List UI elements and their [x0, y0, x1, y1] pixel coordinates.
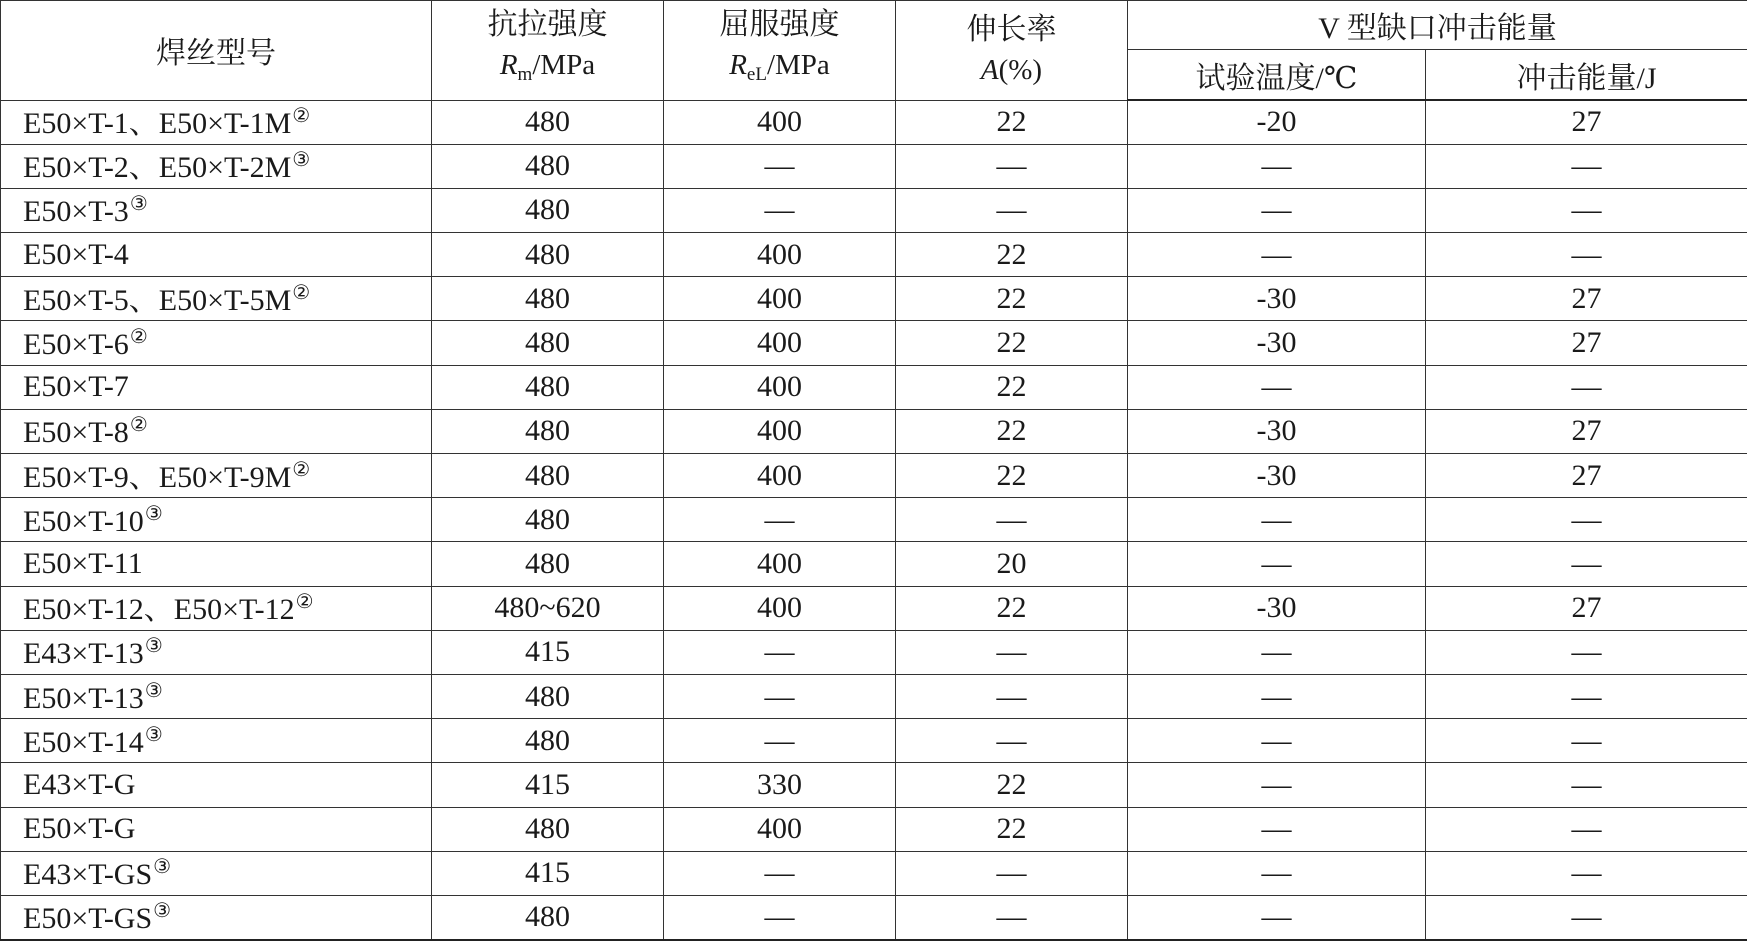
footnote-marker: ③ [153, 854, 172, 879]
table-row [1, 233, 1747, 277]
cell-elongation: — [896, 674, 1128, 718]
cell-tensile-strength: 480 [432, 144, 664, 188]
header-tensile-strength [432, 1, 664, 101]
header-elongation-symbol: A [980, 54, 999, 87]
footnote-marker: ③ [144, 500, 163, 525]
cell-yield-strength: 400 [664, 409, 896, 453]
cell-elongation: 20 [896, 542, 1128, 586]
table-row [1, 321, 1747, 365]
cell-yield-strength: 400 [664, 542, 896, 586]
cell-elongation: 22 [896, 100, 1128, 144]
cell-tensile-strength: 480 [432, 188, 664, 232]
header-elongation-name: 伸长率 [966, 13, 1057, 47]
header-yield-subscript: eL [746, 64, 767, 86]
header-tensile-unit: /MPa [532, 49, 596, 82]
cell-model [1, 763, 432, 807]
cell-model [1, 277, 432, 321]
cell-tensile-strength: 480 [432, 365, 664, 409]
cell-yield-strength: — [664, 674, 896, 718]
cell-impact-energy: — [1426, 851, 1747, 895]
table-row [1, 719, 1747, 763]
model-text: E43×T-G [23, 767, 136, 801]
cell-test-temperature: -30 [1128, 409, 1426, 453]
table-row [1, 144, 1747, 188]
cell-tensile-strength: 480 [432, 895, 664, 939]
cell-elongation: 22 [896, 586, 1128, 630]
cell-elongation: — [896, 188, 1128, 232]
cell-model [1, 851, 432, 895]
cell-yield-strength: 400 [664, 807, 896, 851]
model-text: E50×T-2、E50×T-2M [23, 151, 292, 185]
cell-test-temperature: — [1128, 630, 1426, 674]
cell-impact-energy: — [1426, 763, 1747, 807]
cell-test-temperature: -30 [1128, 277, 1426, 321]
model-text: E50×T-GS [23, 902, 153, 936]
cell-elongation: — [896, 498, 1128, 542]
model-text: E50×T-12、E50×T-12 [23, 593, 295, 627]
table-row [1, 674, 1747, 718]
model-text: E43×T-13 [23, 637, 144, 671]
cell-elongation: — [896, 719, 1128, 763]
cell-yield-strength: 330 [664, 763, 896, 807]
header-tensile-symbol: R [499, 49, 518, 82]
model-text: E50×T-7 [23, 370, 129, 404]
cell-yield-strength: 400 [664, 277, 896, 321]
cell-elongation: 22 [896, 233, 1128, 277]
cell-model [1, 100, 432, 144]
cell-impact-energy: — [1426, 895, 1747, 939]
cell-model [1, 321, 432, 365]
cell-impact-energy: — [1426, 233, 1747, 277]
cell-tensile-strength: 480 [432, 498, 664, 542]
header-impact-group: V 型缺口冲击能量 [1128, 1, 1747, 50]
table-row [1, 895, 1747, 939]
cell-model [1, 365, 432, 409]
footnote-marker: ③ [144, 677, 163, 702]
footnote-marker: ② [295, 589, 314, 614]
header-yield-strength [664, 1, 896, 101]
cell-model [1, 409, 432, 453]
header-tensile-name: 抗拉强度 [487, 8, 608, 42]
header-yield-symbol-line [664, 45, 895, 95]
cell-yield-strength: — [664, 144, 896, 188]
cell-tensile-strength: 480 [432, 674, 664, 718]
cell-test-temperature: — [1128, 144, 1426, 188]
cell-tensile-strength: 480 [432, 409, 664, 453]
table-row [1, 100, 1747, 144]
table-row [1, 277, 1747, 321]
model-text: E50×T-13 [23, 681, 144, 715]
model-text: E50×T-6 [23, 328, 129, 362]
cell-impact-energy: 27 [1426, 321, 1747, 365]
cell-tensile-strength: 480 [432, 100, 664, 144]
cell-elongation: 22 [896, 454, 1128, 498]
cell-impact-energy: — [1426, 542, 1747, 586]
header-row-1 [1, 1, 1747, 50]
cell-impact-energy: — [1426, 144, 1747, 188]
cell-impact-energy: — [1426, 365, 1747, 409]
cell-model [1, 454, 432, 498]
cell-model [1, 719, 432, 763]
footnote-marker: ② [292, 279, 311, 304]
model-text: E50×T-11 [23, 546, 143, 580]
cell-yield-strength: 400 [664, 586, 896, 630]
table-row [1, 630, 1747, 674]
cell-tensile-strength: 480~620 [432, 586, 664, 630]
model-text: E50×T-G [23, 812, 136, 846]
cell-tensile-strength: 480 [432, 454, 664, 498]
cell-test-temperature: — [1128, 851, 1426, 895]
cell-test-temperature: -30 [1128, 454, 1426, 498]
cell-test-temperature: — [1128, 719, 1426, 763]
cell-tensile-strength: 480 [432, 542, 664, 586]
cell-tensile-strength: 480 [432, 277, 664, 321]
cell-test-temperature: — [1128, 542, 1426, 586]
footnote-marker: ② [129, 324, 148, 349]
cell-test-temperature: — [1128, 233, 1426, 277]
cell-elongation: 22 [896, 763, 1128, 807]
cell-tensile-strength: 415 [432, 630, 664, 674]
cell-tensile-strength: 480 [432, 233, 664, 277]
cell-yield-strength: — [664, 630, 896, 674]
cell-yield-strength: 400 [664, 454, 896, 498]
cell-tensile-strength: 480 [432, 807, 664, 851]
cell-elongation: 22 [896, 807, 1128, 851]
footnote-marker: ② [292, 103, 311, 128]
header-yield-symbol: R [729, 49, 747, 82]
model-text: E50×T-14 [23, 725, 144, 759]
table-row [1, 454, 1747, 498]
cell-impact-energy: — [1426, 498, 1747, 542]
cell-model [1, 233, 432, 277]
table-row [1, 763, 1747, 807]
cell-test-temperature: — [1128, 188, 1426, 232]
cell-yield-strength: — [664, 188, 896, 232]
footnote-marker: ② [129, 412, 148, 437]
cell-model [1, 674, 432, 718]
footnote-marker: ③ [144, 633, 163, 658]
model-text: E50×T-5、E50×T-5M [23, 283, 292, 317]
cell-test-temperature: -30 [1128, 586, 1426, 630]
cell-test-temperature: -30 [1128, 321, 1426, 365]
cell-model [1, 630, 432, 674]
cell-impact-energy: — [1426, 188, 1747, 232]
table-row [1, 365, 1747, 409]
header-impact-energy: 冲击能量/J [1426, 50, 1747, 101]
cell-test-temperature: — [1128, 807, 1426, 851]
cell-elongation: 22 [896, 365, 1128, 409]
cell-elongation: — [896, 144, 1128, 188]
cell-impact-energy: — [1426, 719, 1747, 763]
model-text: E50×T-3 [23, 195, 129, 229]
table-header [1, 1, 1747, 101]
cell-test-temperature: — [1128, 895, 1426, 939]
header-yield-unit: /MPa [766, 49, 830, 82]
table-row [1, 542, 1747, 586]
cell-elongation: — [896, 630, 1128, 674]
cell-impact-energy: 27 [1426, 100, 1747, 144]
cell-yield-strength: 400 [664, 321, 896, 365]
table-row [1, 188, 1747, 232]
cell-elongation: — [896, 851, 1128, 895]
cell-model [1, 807, 432, 851]
cell-impact-energy: 27 [1426, 409, 1747, 453]
cell-impact-energy: — [1426, 630, 1747, 674]
cell-impact-energy: 27 [1426, 277, 1747, 321]
cell-model [1, 542, 432, 586]
cell-elongation: 22 [896, 321, 1128, 365]
cell-impact-energy: — [1426, 674, 1747, 718]
cell-elongation: — [896, 895, 1128, 939]
footnote-marker: ③ [292, 147, 311, 172]
cell-impact-energy: — [1426, 807, 1747, 851]
header-model: 焊丝型号 [1, 1, 432, 101]
table-row [1, 498, 1747, 542]
table-row [1, 807, 1747, 851]
footnote-marker: ② [292, 456, 311, 481]
cell-test-temperature: — [1128, 674, 1426, 718]
cell-yield-strength: — [664, 851, 896, 895]
table-row [1, 851, 1747, 895]
cell-yield-strength: 400 [664, 233, 896, 277]
header-tensile-symbol-line [432, 45, 663, 95]
cell-test-temperature: — [1128, 498, 1426, 542]
cell-test-temperature: — [1128, 365, 1426, 409]
cell-impact-energy: 27 [1426, 454, 1747, 498]
header-elongation-unit: (%) [998, 54, 1043, 87]
cell-test-temperature: -20 [1128, 100, 1426, 144]
cell-model [1, 188, 432, 232]
header-elongation-symbol-line [896, 50, 1127, 90]
cell-model [1, 895, 432, 939]
model-text: E50×T-4 [23, 237, 129, 271]
table-row [1, 586, 1747, 630]
cell-elongation: 22 [896, 277, 1128, 321]
cell-impact-energy: 27 [1426, 586, 1747, 630]
footnote-marker: ③ [153, 898, 172, 923]
cell-tensile-strength: 480 [432, 719, 664, 763]
cell-model [1, 498, 432, 542]
cell-yield-strength: — [664, 498, 896, 542]
cell-yield-strength: 400 [664, 365, 896, 409]
cell-model [1, 144, 432, 188]
model-text: E50×T-8 [23, 416, 129, 450]
table-row [1, 409, 1747, 453]
cell-tensile-strength: 480 [432, 321, 664, 365]
cell-tensile-strength: 415 [432, 851, 664, 895]
cell-model [1, 586, 432, 630]
cell-yield-strength: 400 [664, 100, 896, 144]
model-text: E43×T-GS [23, 858, 153, 892]
footnote-marker: ③ [129, 191, 148, 216]
header-elongation [896, 1, 1128, 101]
header-tensile-subscript: m [517, 64, 533, 86]
cell-tensile-strength: 415 [432, 763, 664, 807]
cell-elongation: 22 [896, 409, 1128, 453]
cell-test-temperature: — [1128, 763, 1426, 807]
header-test-temperature: 试验温度/℃ [1128, 50, 1426, 101]
cell-yield-strength: — [664, 895, 896, 939]
table-body [1, 100, 1747, 940]
header-yield-name: 屈服强度 [719, 8, 840, 42]
footnote-marker: ③ [144, 721, 163, 746]
model-text: E50×T-1、E50×T-1M [23, 107, 292, 141]
cell-yield-strength: — [664, 719, 896, 763]
model-text: E50×T-9、E50×T-9M [23, 460, 292, 494]
model-text: E50×T-10 [23, 504, 144, 538]
